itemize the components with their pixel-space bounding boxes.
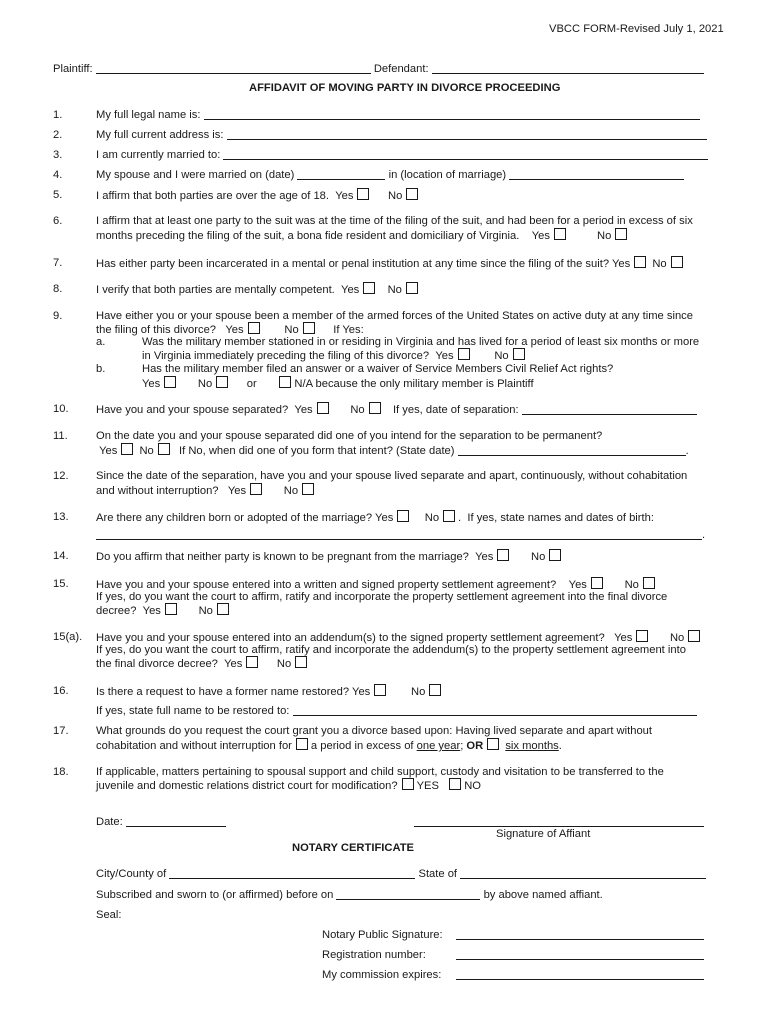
no-label: No bbox=[139, 445, 154, 457]
no-label: No bbox=[411, 686, 426, 698]
item-3 bbox=[96, 148, 708, 162]
item-9a: Was the military member stationed in or residing in Virginia and has lived for a period of least six months or more bbox=[142, 336, 700, 348]
item-text: I affirm that both parties are over the age of 18. bbox=[96, 190, 330, 202]
item-9a-line2 bbox=[142, 348, 528, 363]
yes-checkbox[interactable] bbox=[246, 656, 258, 668]
form-code: VBCC FORM-Revised July 1, 2021 bbox=[549, 23, 724, 35]
no-checkbox[interactable] bbox=[513, 348, 525, 360]
yes-checkbox[interactable] bbox=[165, 603, 177, 615]
no-label: No bbox=[388, 190, 403, 202]
item-text: My full current address is: bbox=[96, 129, 224, 141]
no-checkbox[interactable] bbox=[549, 549, 561, 561]
affiant-signature-field[interactable] bbox=[414, 815, 704, 827]
item-text: in (location of marriage) bbox=[388, 169, 507, 181]
item-text: Do you affirm that neither party is known to be pregnant from the marriage? bbox=[96, 551, 469, 563]
commission-line bbox=[456, 968, 704, 982]
former-name-field[interactable] bbox=[293, 704, 697, 716]
item-6: I affirm that at least one party to the suit was at the time of the filing of the suit, and had been for a period in excess of six bbox=[96, 215, 693, 227]
yes-checkbox[interactable] bbox=[554, 228, 566, 240]
item-number: 1. bbox=[53, 109, 63, 121]
item-number: 16. bbox=[53, 685, 69, 697]
item-text: months preceding the filing of the suit, a bona fide resident and domiciliary of Virginia. bbox=[96, 230, 520, 242]
item-text: Have you and your spouse entered into a written and signed property settlement agreement? bbox=[96, 579, 557, 591]
no-label: No bbox=[669, 632, 685, 644]
intent-date-field[interactable] bbox=[458, 444, 686, 456]
seal-label: Seal: bbox=[96, 909, 122, 921]
yes-checkbox[interactable] bbox=[317, 402, 329, 414]
yes-label: Yes bbox=[335, 190, 354, 202]
no-checkbox[interactable] bbox=[671, 256, 683, 268]
no-checkbox[interactable] bbox=[443, 510, 455, 522]
no-checkbox[interactable] bbox=[643, 577, 655, 589]
yes-checkbox[interactable] bbox=[636, 630, 648, 642]
state-field[interactable] bbox=[460, 867, 706, 879]
item-18-line2 bbox=[96, 778, 481, 793]
no-checkbox[interactable] bbox=[216, 376, 228, 388]
item-16-line2 bbox=[96, 704, 697, 718]
subscribed-row bbox=[96, 888, 603, 902]
defendant-field[interactable] bbox=[432, 62, 704, 74]
item-number: 3. bbox=[53, 149, 63, 161]
no-checkbox[interactable] bbox=[303, 322, 315, 334]
yes-checkbox[interactable] bbox=[121, 443, 133, 455]
date-field[interactable] bbox=[126, 815, 226, 827]
item-12: Since the date of the separation, have you and your spouse lived separate and apart, continuously, without cohabitation bbox=[96, 470, 688, 482]
na-checkbox[interactable] bbox=[279, 376, 291, 388]
no-checkbox[interactable] bbox=[369, 402, 381, 414]
item-number: 12. bbox=[53, 470, 69, 482]
no-checkbox[interactable] bbox=[158, 443, 170, 455]
yes-checkbox[interactable] bbox=[374, 684, 386, 696]
registration-line bbox=[456, 948, 704, 962]
item-11: On the date you and your spouse separated did one of you intend for the separation to be permanent? bbox=[96, 430, 603, 442]
yes-label: Yes bbox=[611, 258, 631, 270]
no-label: No bbox=[494, 350, 509, 362]
item-11-line2: Yes No If No, when did one of you form that intent? (State date) . bbox=[99, 445, 689, 457]
item-text: cohabitation and without interruption for bbox=[96, 740, 292, 752]
registration-label: Registration number: bbox=[322, 949, 426, 961]
no-label: No bbox=[283, 485, 299, 497]
no-label: No bbox=[350, 404, 365, 416]
defendant-label: Defendant: bbox=[373, 63, 429, 75]
yes-label: Yes bbox=[142, 378, 161, 390]
no-checkbox[interactable] bbox=[406, 282, 418, 294]
plaintiff-row bbox=[53, 62, 704, 76]
yes-label: Yes bbox=[294, 404, 313, 416]
yes-checkbox[interactable] bbox=[248, 322, 260, 334]
yes-checkbox[interactable] bbox=[497, 549, 509, 561]
no-checkbox[interactable] bbox=[295, 656, 307, 668]
item-text: N/A because the only military member is Plaintiff bbox=[294, 378, 534, 390]
item-number: 13. bbox=[53, 511, 69, 523]
no-label: No bbox=[276, 658, 292, 670]
yes-label: Yes bbox=[375, 512, 394, 524]
marriage-date-field[interactable] bbox=[297, 168, 385, 180]
no-label: No bbox=[624, 579, 639, 591]
item-text: decree? bbox=[96, 605, 137, 617]
city-state-row bbox=[96, 867, 706, 881]
registration-field[interactable] bbox=[456, 948, 704, 960]
item-17-line2: cohabitation and without interruption for a period in excess of one year; OR six months. bbox=[96, 740, 562, 752]
subscribed-date-field[interactable] bbox=[336, 888, 480, 900]
item-4 bbox=[96, 168, 684, 182]
item-15a-line2: If yes, do you want the court to affirm, ratify and incorporate the addendum(s) to the property settlement agreement into bbox=[96, 644, 686, 656]
item-text: the final divorce decree? bbox=[96, 658, 218, 670]
signature-label: Signature of Affiant bbox=[496, 828, 591, 840]
item-8 bbox=[96, 282, 421, 297]
no-checkbox[interactable] bbox=[406, 188, 418, 200]
item-text: Is there a request to have a former name restored? bbox=[96, 686, 350, 698]
no-checkbox[interactable] bbox=[688, 630, 700, 642]
or-label: OR bbox=[466, 740, 484, 752]
item-number: 2. bbox=[53, 129, 63, 141]
item-number: 8. bbox=[53, 283, 63, 295]
address-field[interactable] bbox=[227, 128, 707, 140]
yes-label: Yes bbox=[225, 324, 244, 336]
item-9b-line2 bbox=[142, 376, 534, 391]
state-label: State of bbox=[418, 868, 458, 880]
no-label: No bbox=[531, 551, 546, 563]
item-7 bbox=[96, 256, 686, 271]
page-title: AFFIDAVIT OF MOVING PARTY IN DIVORCE PROCEEDING bbox=[249, 82, 561, 94]
yes-label: Yes bbox=[614, 632, 633, 644]
no-checkbox[interactable] bbox=[615, 228, 627, 240]
item-15a-line3 bbox=[96, 656, 310, 671]
yes-checkbox[interactable] bbox=[402, 778, 414, 790]
item-number: 7. bbox=[53, 257, 63, 269]
item-5 bbox=[96, 188, 421, 203]
item-9b: Has the military member filed an answer or a waiver of Service Members Civil Relief Act rights? bbox=[142, 363, 614, 375]
item-number: 9. bbox=[53, 310, 63, 322]
item-text: in Virginia immediately preceding the filing of this divorce? bbox=[142, 350, 430, 362]
six-months-label: six months bbox=[505, 740, 559, 752]
city-field[interactable] bbox=[169, 867, 415, 879]
no-checkbox[interactable] bbox=[429, 684, 441, 696]
married-to-field[interactable] bbox=[223, 148, 708, 160]
item-text: Have you and your spouse separated? bbox=[96, 404, 289, 416]
no-label: No bbox=[284, 324, 299, 336]
item-text: My spouse and I were married on (date) bbox=[96, 169, 295, 181]
item-text: the filing of this divorce? bbox=[96, 324, 217, 336]
no-label: No bbox=[424, 512, 440, 524]
item-17: What grounds do you request the court grant you a divorce based upon: Having lived separate and apart without bbox=[96, 725, 652, 737]
yes-label: YES bbox=[416, 780, 439, 792]
yes-checkbox[interactable] bbox=[250, 483, 262, 495]
yes-checkbox[interactable] bbox=[363, 282, 375, 294]
no-label: No bbox=[652, 258, 667, 270]
item-text: If yes, date of separation: bbox=[392, 404, 519, 416]
yes-checkbox[interactable] bbox=[591, 577, 603, 589]
yes-label: Yes bbox=[352, 686, 371, 698]
commission-field[interactable] bbox=[456, 968, 704, 980]
city-label: City/County of bbox=[96, 868, 167, 880]
item-text: Are there any children born or adopted of the marriage? bbox=[96, 512, 373, 524]
yes-checkbox[interactable] bbox=[397, 510, 409, 522]
item-15-line2: If yes, do you want the court to affirm, ratify and incorporate the property settlement agreement into the final divorce bbox=[96, 591, 668, 603]
item-15-line3 bbox=[96, 603, 232, 618]
notary-title: NOTARY CERTIFICATE bbox=[292, 842, 415, 854]
item-number: 11. bbox=[53, 430, 68, 442]
children-field[interactable] bbox=[96, 528, 702, 540]
item-10 bbox=[96, 402, 697, 417]
item-text: I am currently married to: bbox=[96, 149, 221, 161]
yes-label: Yes bbox=[341, 284, 360, 296]
yes-label: Yes bbox=[475, 551, 494, 563]
affiant-label: by above named affiant. bbox=[483, 889, 603, 901]
no-checkbox[interactable] bbox=[449, 778, 461, 790]
item-number: a. bbox=[96, 336, 106, 348]
yes-checkbox[interactable] bbox=[164, 376, 176, 388]
item-number: 5. bbox=[53, 189, 63, 201]
notary-signature-line bbox=[456, 928, 704, 942]
item-text: If Yes: bbox=[333, 324, 364, 336]
item-text: If No, when did one of you form that intent? (State date) bbox=[179, 445, 455, 457]
no-label: No bbox=[198, 605, 213, 617]
plaintiff-label: Plaintiff: bbox=[53, 63, 93, 75]
item-18: If applicable, matters pertaining to spousal support and child support, custody and visitation to be transferred to the bbox=[96, 766, 664, 778]
item-6-line2 bbox=[96, 228, 630, 243]
date-row bbox=[96, 815, 226, 829]
item-number: 17. bbox=[53, 725, 69, 737]
item-text: If yes, state full name to be restored to: bbox=[96, 705, 290, 717]
item-text: I verify that both parties are mentally competent. bbox=[96, 284, 335, 296]
yes-checkbox[interactable] bbox=[458, 348, 470, 360]
item-text: and without interruption? bbox=[96, 485, 219, 497]
no-label: No bbox=[387, 284, 402, 296]
item-number: 15. bbox=[53, 578, 69, 590]
item-number: 18. bbox=[53, 766, 69, 778]
item-1 bbox=[96, 108, 700, 122]
item-number: b. bbox=[96, 363, 106, 375]
item-16 bbox=[96, 684, 444, 699]
item-number: 6. bbox=[53, 215, 63, 227]
subscribed-label: Subscribed and sworn to (or affirmed) before on bbox=[96, 889, 334, 901]
notary-signature-label: Notary Public Signature: bbox=[322, 929, 443, 941]
yes-label: Yes bbox=[142, 605, 161, 617]
item-9: Have either you or your spouse been a member of the armed forces of the United States on active duty at any time since bbox=[96, 310, 693, 322]
no-checkbox[interactable] bbox=[217, 603, 229, 615]
yes-label: Yes bbox=[224, 658, 243, 670]
item-12-line2 bbox=[96, 483, 317, 498]
item-2 bbox=[96, 128, 707, 142]
yes-checkbox[interactable] bbox=[357, 188, 369, 200]
no-label: No bbox=[197, 378, 213, 390]
item-number: 15(a). bbox=[53, 631, 83, 643]
separation-date-field[interactable] bbox=[522, 403, 697, 415]
marriage-location-field[interactable] bbox=[509, 168, 684, 180]
no-label: No bbox=[596, 230, 612, 242]
one-year-checkbox[interactable] bbox=[296, 738, 308, 750]
item-text: juvenile and domestic relations district court for modification? bbox=[96, 780, 398, 792]
yes-label: Yes bbox=[568, 579, 587, 591]
yes-label: Yes bbox=[227, 485, 247, 497]
item-text: Has either party been incarcerated in a mental or penal institution at any time since the filing of the suit? bbox=[96, 258, 610, 270]
yes-checkbox[interactable] bbox=[634, 256, 646, 268]
plaintiff-field[interactable] bbox=[96, 62, 371, 74]
item-number: 14. bbox=[53, 550, 69, 562]
yes-label: Yes bbox=[99, 445, 118, 457]
item-text: My full legal name is: bbox=[96, 109, 201, 121]
yes-label: Yes bbox=[435, 350, 454, 362]
item-text: Have you and your spouse entered into an addendum(s) to the signed property settlement agreement? bbox=[96, 632, 605, 644]
or-label: or bbox=[246, 378, 257, 390]
notary-signature-field[interactable] bbox=[456, 928, 704, 940]
item-number: 4. bbox=[53, 169, 63, 181]
item-number: 10. bbox=[53, 403, 69, 415]
one-year-label: one year bbox=[416, 740, 461, 752]
no-label: NO bbox=[464, 780, 481, 792]
yes-label: Yes bbox=[531, 230, 550, 242]
date-label: Date: bbox=[96, 816, 123, 828]
legal-name-field[interactable] bbox=[204, 108, 700, 120]
item-14 bbox=[96, 549, 564, 564]
no-checkbox[interactable] bbox=[302, 483, 314, 495]
item-text: a period in excess of bbox=[310, 740, 414, 752]
children-line: . bbox=[96, 528, 705, 542]
commission-label: My commission expires: bbox=[322, 969, 442, 981]
six-months-checkbox[interactable] bbox=[487, 738, 499, 750]
item-text: If yes, state names and dates of birth: bbox=[467, 512, 654, 524]
item-13: Are there any children born or adopted of the marriage? Yes No . If yes, state names and dates of birth: bbox=[96, 512, 654, 524]
